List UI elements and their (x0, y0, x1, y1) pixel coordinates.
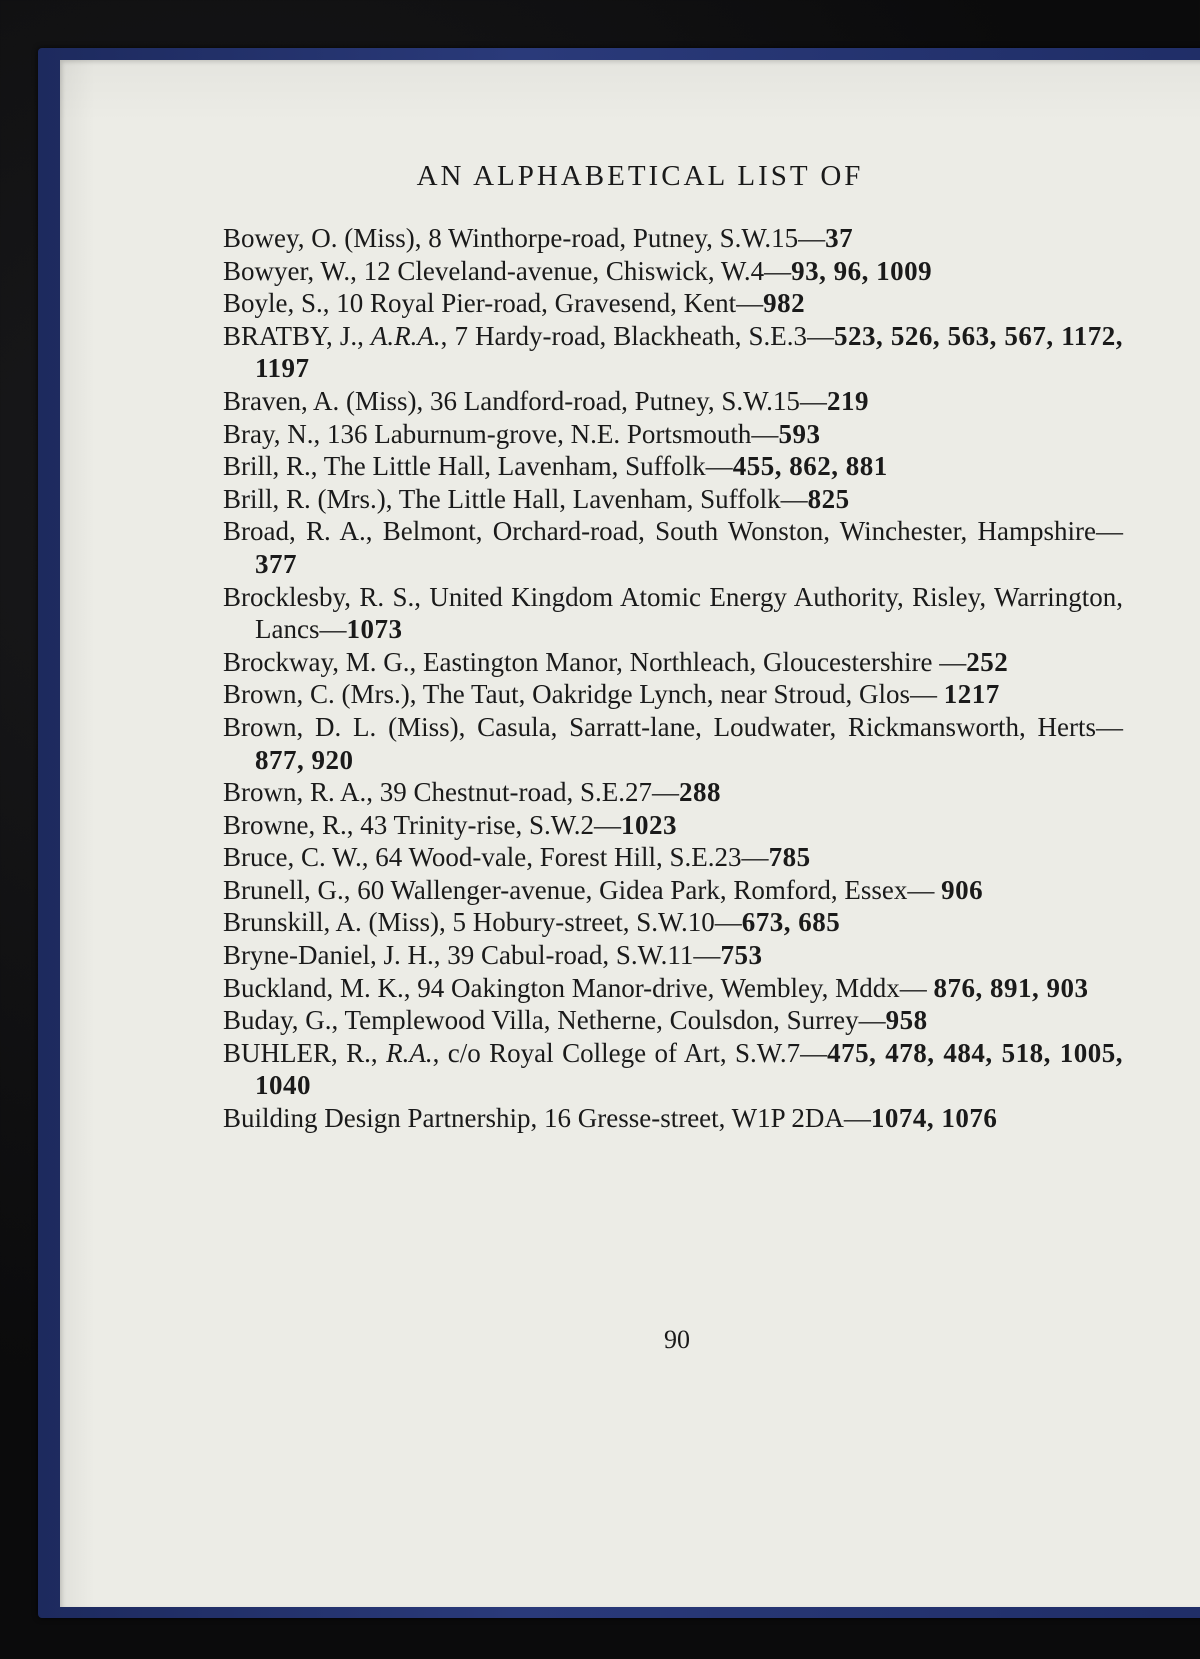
list-item: Bowyer, W., 12 Cleveland-avenue, Chiswick, W.4—93, 96, 1009 (223, 255, 933, 286)
list-item: Brill, R., The Little Hall, Lavenham, Suffolk—455, 862, 881 (223, 451, 888, 482)
list-item: Bryne-Daniel, J. H., 39 Cabul-road, S.W.11—753 (223, 940, 763, 971)
list-item: Broad, R. A., Belmont, Orchard-road, South Wonston, Winchester, Hampshire—377 (223, 516, 1123, 579)
list-item: Building Design Partnership, 16 Gresse-street, W1P 2DA—1074, 1076 (223, 1103, 998, 1134)
list-item: Brown, D. L. (Miss), Casula, Sarratt-lane, Loudwater, Rickmansworth, Herts—877, 920 (223, 711, 1123, 775)
page-heading: AN ALPHABETICAL LIST OF (416, 160, 864, 192)
list-item: Brunskill, A. (Miss), 5 Hobury-street, S.W.10—673, 685 (223, 907, 841, 938)
list-item: Boyle, S., 10 Royal Pier-road, Gravesend, Kent—982 (223, 288, 806, 319)
list-item: Brunell, G., 60 Wallenger-avenue, Gidea Park, Romford, Essex— 906 (223, 874, 984, 905)
list-item: Browne, R., 43 Trinity-rise, S.W.2—1023 (223, 809, 678, 840)
list-item: Buckland, M. K., 94 Oakington Manor-drive, Wembley, Mddx— 876, 891, 903 (223, 972, 1089, 1003)
list-item: Bray, N., 136 Laburnum-grove, N.E. Portsmouth—593 (223, 418, 821, 449)
list-item: Bowey, O. (Miss), 8 Winthorpe-road, Putney, S.W.15—37 (223, 223, 854, 253)
list-item: Brown, R. A., 39 Chestnut-road, S.E.27—288 (223, 777, 721, 808)
list-item: Bruce, C. W., 64 Wood-vale, Forest Hill, S.E.23—785 (223, 842, 811, 873)
list-item: Brown, C. (Mrs.), The Taut, Oakridge Lynch, near Stroud, Glos— 1217 (223, 679, 1000, 710)
list-item: BRATBY, J., A.R.A., 7 Hardy-road, Blackheath, S.E.3—523, 526, 563, 567, 1172, 1197 (223, 320, 1123, 384)
list-item: Brocklesby, R. S., United Kingdom Atomic Energy Authority, Risley, Warrington, Lancs—1073 (223, 581, 1123, 645)
list-item: Buday, G., Templewood Villa, Netherne, Coulsdon, Surrey—958 (223, 1005, 928, 1036)
list-item: Brill, R. (Mrs.), The Little Hall, Lavenham, Suffolk—825 (223, 483, 850, 514)
entry-list (223, 222, 1123, 1135)
list-item: Brockway, M. G., Eastington Manor, Northleach, Gloucestershire —252 (223, 646, 1009, 677)
page-number: 90 (664, 1325, 690, 1354)
list-item: Braven, A. (Miss), 36 Landford-road, Putney, S.W.15—219 (223, 385, 869, 416)
list-item: BUHLER, R., R.A., c/o Royal College of Art, S.W.7—475, 478, 484, 518, 1005, 1040 (223, 1037, 1123, 1101)
